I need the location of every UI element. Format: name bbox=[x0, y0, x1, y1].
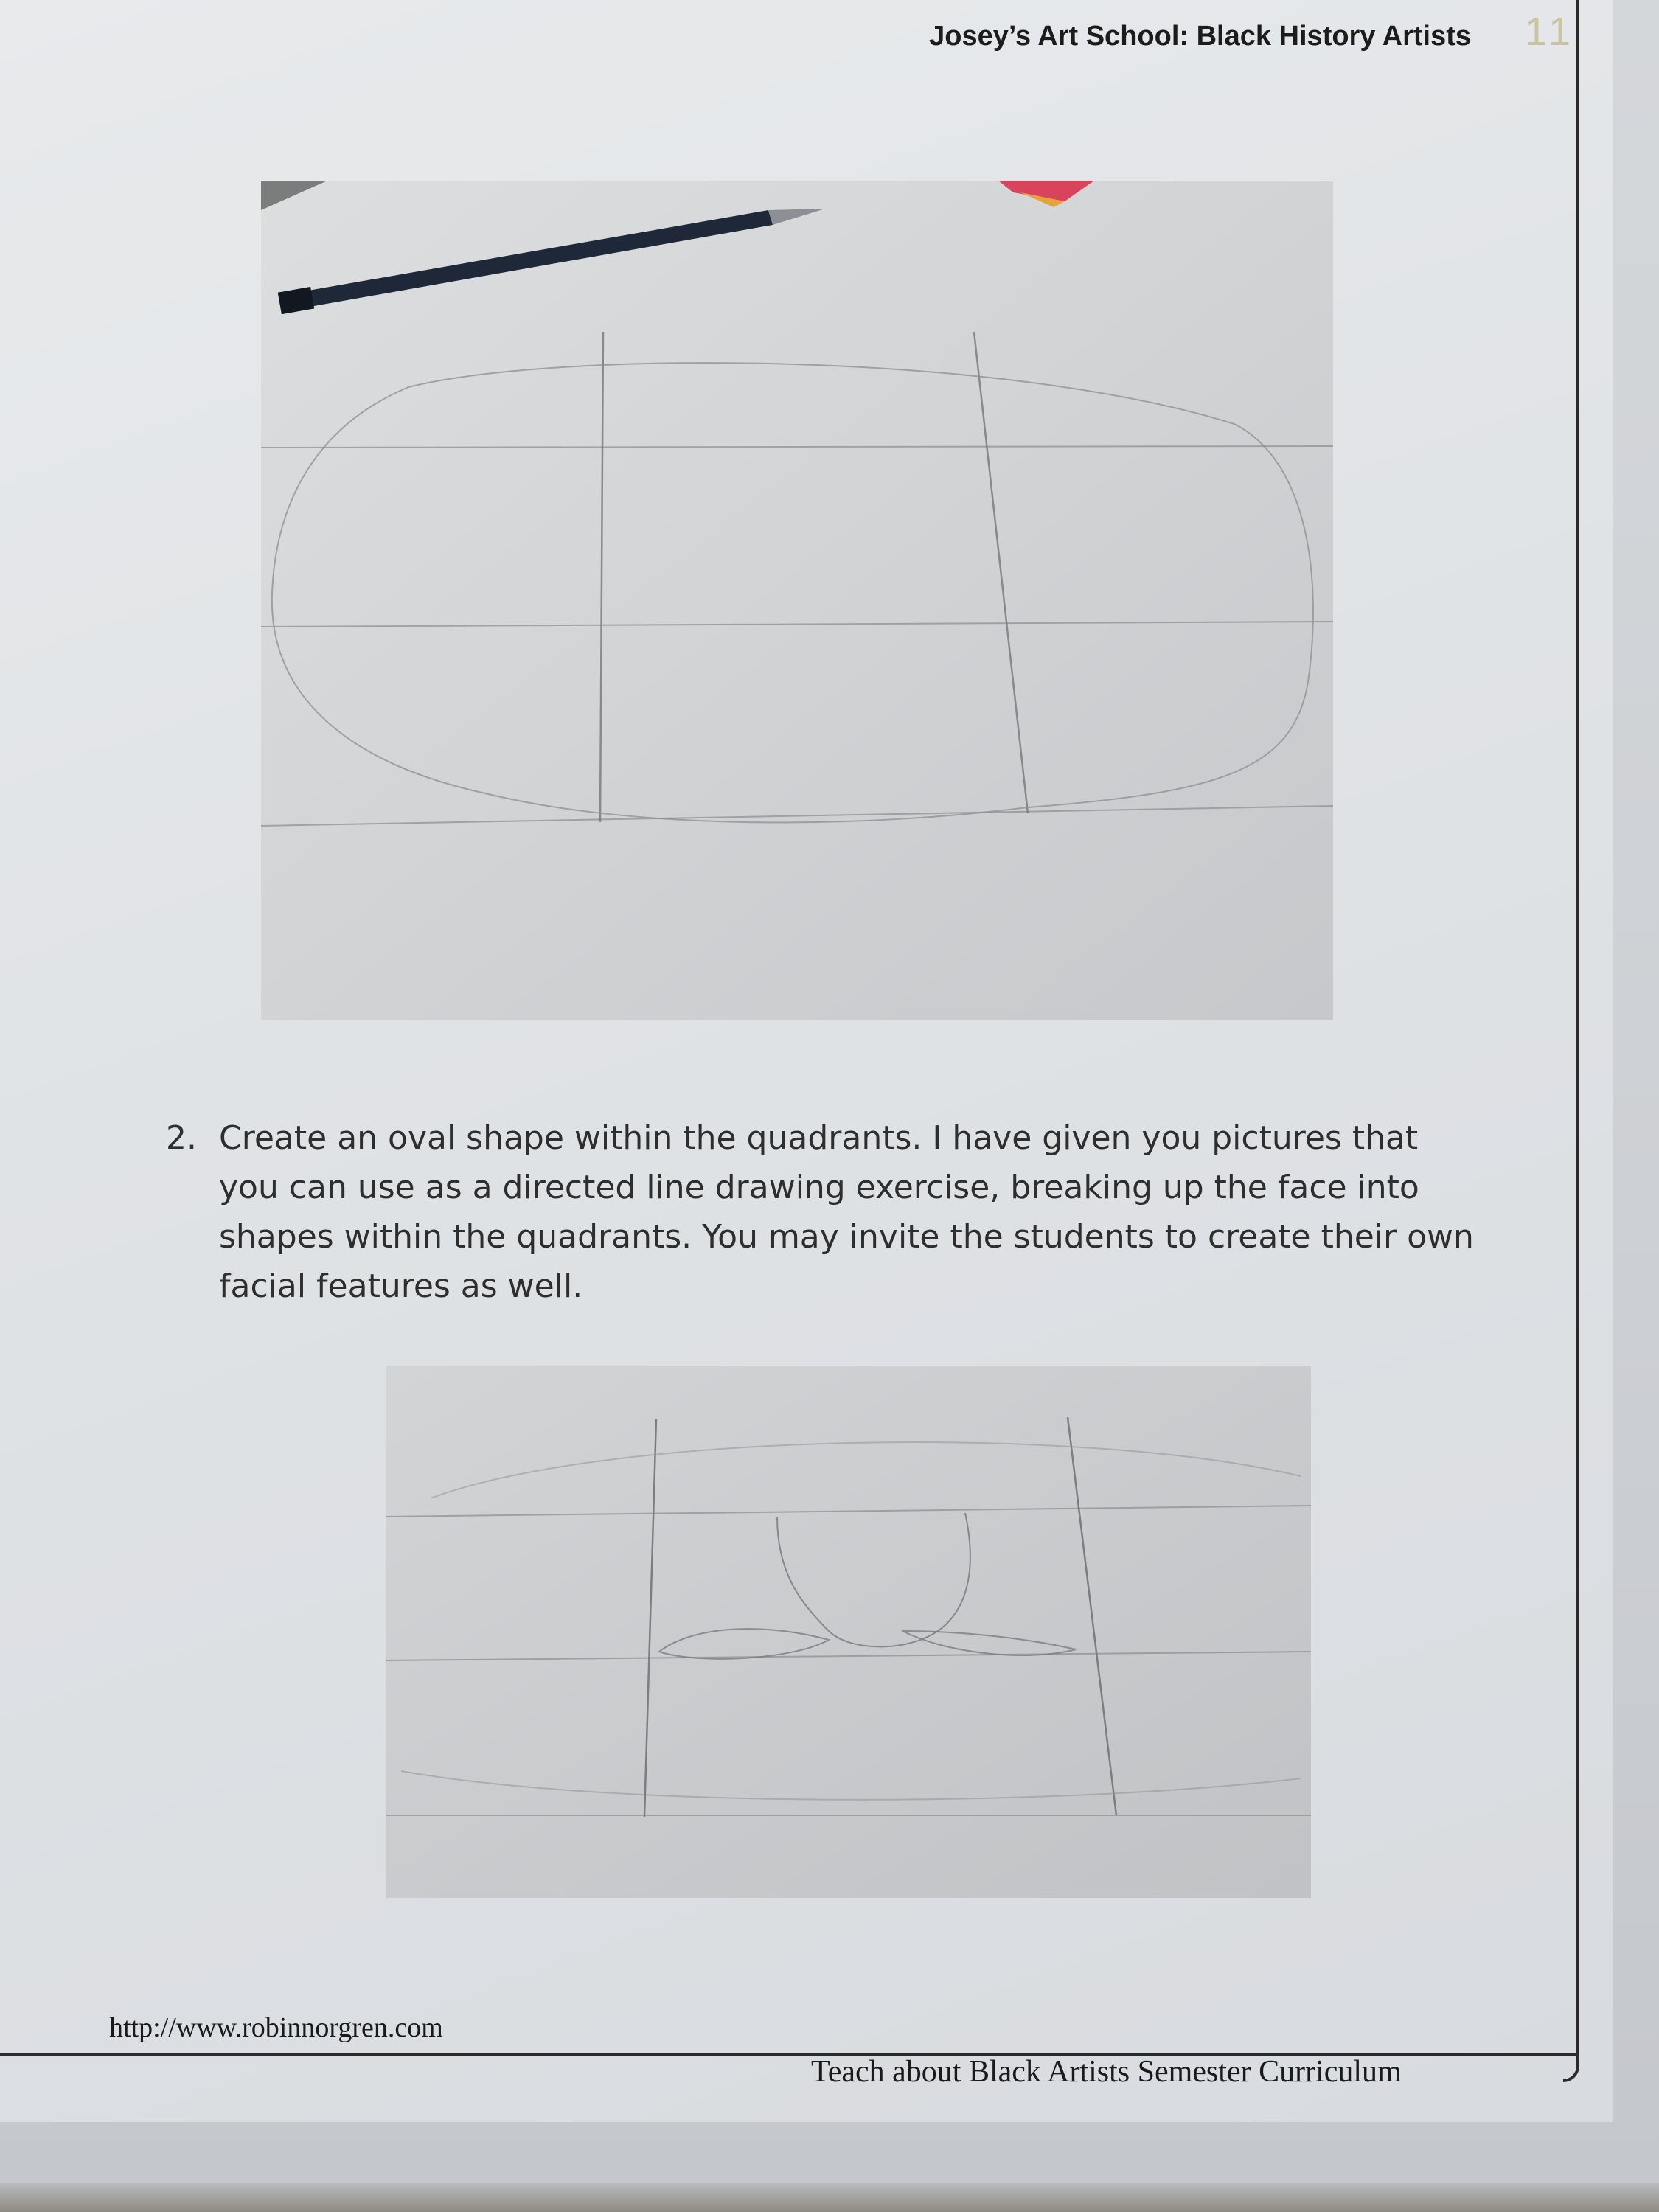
step-2 bbox=[166, 1113, 1478, 1311]
footer-title: Teach about Black Artists Semester Curriculum bbox=[811, 2055, 1402, 2089]
step-number: 2. bbox=[166, 1119, 197, 1157]
footer-url: http://www.robinnorgren.com bbox=[109, 2012, 443, 2043]
step-text: Create an oval shape within the quadrants. I have given you pictures that you can use as a directed line drawing exercise, breaking up the face into shapes within the quadrants. You may invite the students to create their own facial features as well. bbox=[219, 1119, 1474, 1305]
photo-quadrant-nose bbox=[386, 1366, 1311, 1898]
page-border-right bbox=[1563, 0, 1579, 2082]
photo-quadrant-oval-drawing bbox=[261, 181, 1333, 1020]
surface-strip bbox=[0, 2183, 1659, 2212]
header-title: Josey’s Art School: Black History Artists bbox=[929, 21, 1471, 52]
photo-quadrant-nose-drawing bbox=[386, 1366, 1311, 1898]
page-number: 11 bbox=[1525, 10, 1576, 54]
photo-quadrant-oval bbox=[261, 181, 1333, 1020]
